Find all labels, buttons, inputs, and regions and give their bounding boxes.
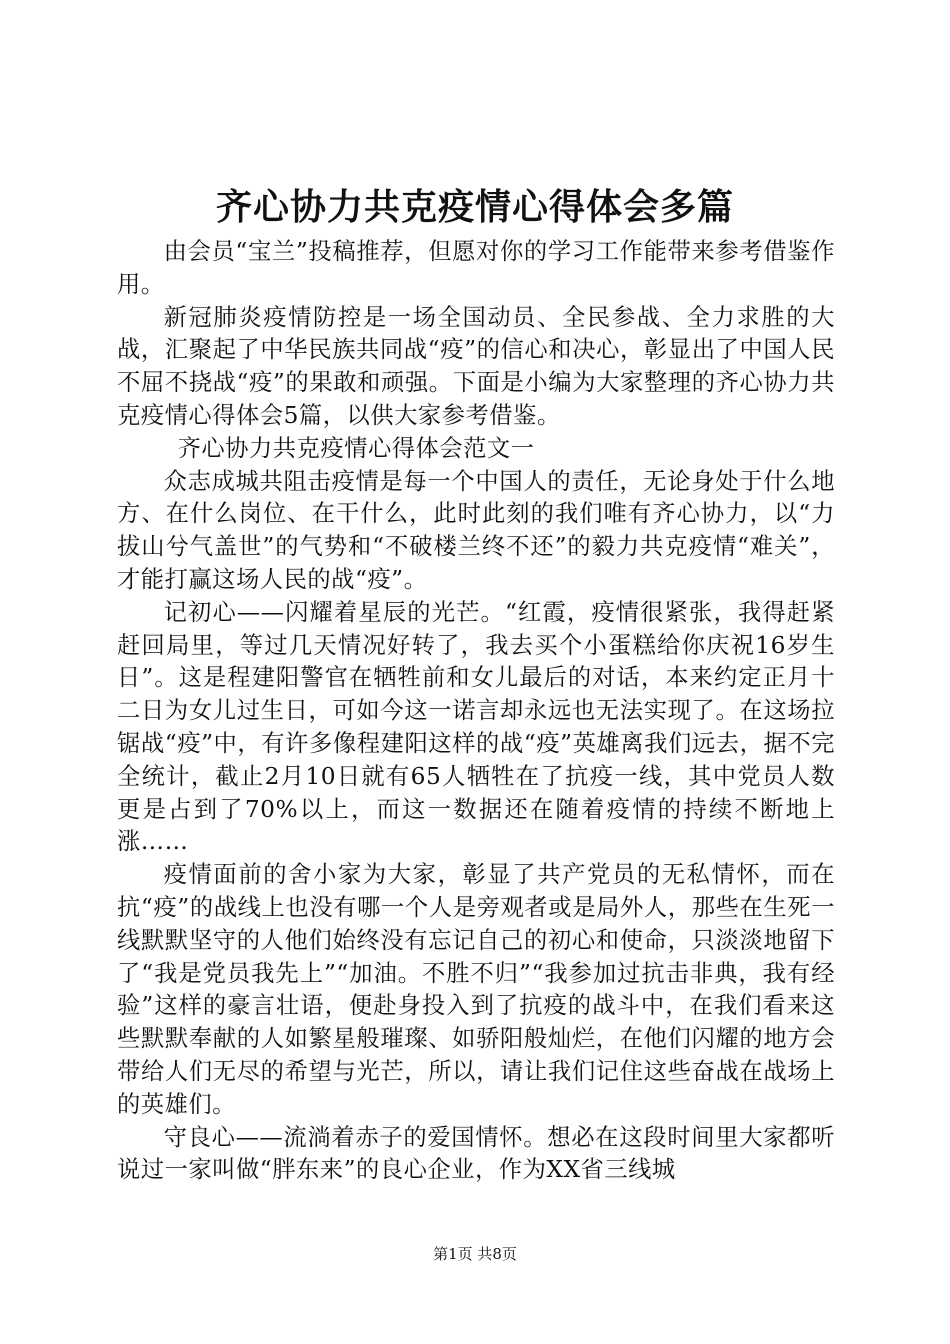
page-footer: 第1页 共8页 <box>433 1245 517 1263</box>
paragraph-body: 守良心——流淌着赤子的爱国情怀。想必在这段时间里大家都听说过一家叫做“胖东来”的良心企业，作为XX省三线城 <box>117 1123 835 1184</box>
paragraph-body: 疫情面前的舍小家为大家，彰显了共产党员的无私情怀，而在抗“疫”的战线上也没有哪一个人是旁观者或是局外人，那些在生死一线默默坚守的人他们始终没有忘记自己的初心和使命，只淡淡地留下了“我是党员我先上”“加油。不胜不归”“我参加过抗击非典，我有经验”这样的豪言壮语，便赴身投入到了抗疫的战斗中，在我们看来这些默默奉献的人如繁星般璀璨、如骄阳般灿烂，在他们闪耀的地方会带给人们无尽的希望与光芒，所以，请让我们记住这些奋战在战场上的英雄们。 <box>117 861 835 1118</box>
document-title: 齐心协力共克疫情心得体会多篇 <box>215 187 734 228</box>
paragraph-intro: 由会员“宝兰”投稿推荐，但愿对你的学习工作能带来参考借鉴作用。 <box>117 238 835 298</box>
section-heading: 齐心协力共克疫情心得体会范文一 <box>177 434 535 462</box>
paragraph-body: 记初心——闪耀着星辰的光芒。“红霞，疫情很紧张，我得赶紧赶回局里，等过几天情况好转了，我去买个小蛋糕给你庆祝16岁生日”。这是程建阳警官在牺牲前和女儿最后的对话，本来约定正月十二日为女儿过生日，可如今这一诺言却永远也无法实现了。在这场拉锯战“疫”中，有许多像程建阳这样的战“疫”英雄离我们远去，据不完全统计，截止2月10日就有65人牺牲在了抗疫一线，其中党员人数更是占到了70%以上，而这一数据还在随着疫情的持续不断地上涨…… <box>117 598 835 856</box>
document-body <box>117 236 835 1187</box>
paragraph-summary: 新冠肺炎疫情防控是一场全国动员、全民参战、全力求胜的大战，汇聚起了中华民族共同战“疫”的信心和决心，彰显出了中国人民不屈不挠战“疫”的果敢和顽强。下面是小编为大家整理的齐心协力共克疫情心得体会5篇，以供大家参考借鉴。 <box>117 303 835 429</box>
paragraph-body: 众志成城共阻击疫情是每一个中国人的责任，无论身处于什么地方、在什么岗位、在干什么，此时此刻的我们唯有齐心协力，以“力拔山兮气盖世”的气势和“不破楼兰终不还”的毅力共克疫情“难关”，才能打赢这场人民的战“疫”。 <box>117 467 835 593</box>
